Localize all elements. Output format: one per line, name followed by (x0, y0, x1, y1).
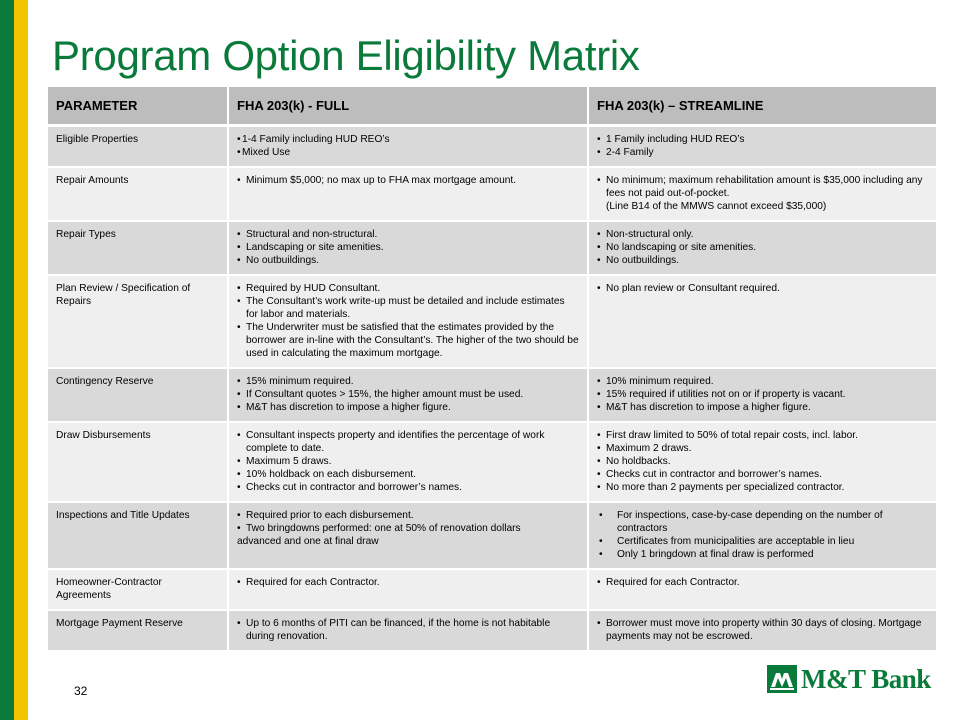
list-item: • No outbuildings. (597, 254, 928, 267)
full-cell (228, 167, 588, 221)
table-row (48, 422, 936, 502)
list-item-text: No minimum; maximum rehabilitation amount is $35,000 including any fees not paid out-of-pocket. (606, 174, 923, 199)
list-item: • Required by HUD Consultant. (237, 282, 579, 295)
list-item: • Up to 6 months of PITI can be financed, if the home is not habitable during renovation. (237, 617, 579, 643)
header-fha-streamline: FHA 203(k) – STREAMLINE (588, 87, 936, 125)
table-row (48, 569, 936, 610)
list-item: • No holdbacks. (597, 455, 928, 468)
table-row (48, 368, 936, 422)
streamline-cell (588, 422, 936, 502)
full-cell (228, 368, 588, 422)
mt-bank-logo-text: M&T Bank (801, 663, 931, 694)
list-item: • Checks cut in contractor and borrower’s names. (597, 468, 928, 481)
parameter-cell: Repair Types (48, 221, 228, 275)
list-item: • 10% holdback on each disbursement. (237, 468, 579, 481)
header-parameter: PARAMETER (48, 87, 228, 125)
table-row (48, 275, 936, 368)
streamline-cell (588, 368, 936, 422)
full-cell (228, 221, 588, 275)
list-item: • Landscaping or site amenities. (237, 241, 579, 254)
list-item: • Required for each Contractor. (597, 576, 928, 589)
table-row (48, 221, 936, 275)
table-row (48, 610, 936, 651)
list-item: • 15% required if utilities not on or if property is vacant. (597, 388, 928, 401)
list-continuation: advanced and one at final draw (237, 535, 379, 547)
streamline-cell (588, 221, 936, 275)
list-item: • 10% minimum required. (597, 375, 928, 388)
streamline-cell (588, 569, 936, 610)
mt-bank-logo-icon (767, 665, 797, 693)
list-item: • 2-4 Family (597, 146, 928, 159)
parameter-cell: Repair Amounts (48, 167, 228, 221)
list-item: • The Consultant’s work write-up must be detailed and include estimates for labor and materials. (237, 295, 579, 321)
list-item: • Certificates from municipalities are acceptable in lieu (597, 535, 928, 548)
header-fha-full: FHA 203(k) - FULL (228, 87, 588, 125)
list-item: • Checks cut in contractor and borrower’s names. (237, 481, 579, 494)
full-cell (228, 275, 588, 368)
table-row (48, 125, 936, 167)
list-item: • Two bringdowns performed: one at 50% of renovation dollars (237, 522, 579, 535)
list-item: • No landscaping or site amenities. (597, 241, 928, 254)
list-item (597, 174, 928, 213)
list-item: • Only 1 bringdown at final draw is performed (597, 548, 928, 561)
list-item: • The Underwriter must be satisfied that the estimates provided by the borrower are in-line with the Consultant’s. The higher of the two should be used in calculating the maximum mortgage. (237, 321, 579, 360)
streamline-cell (588, 275, 936, 368)
list-item: • No more than 2 payments per specialized contractor. (597, 481, 928, 494)
table-row (48, 167, 936, 221)
list-item: • 1-4 Family including HUD REO’s (237, 133, 579, 146)
list-item: • Minimum $5,000; no max up to FHA max mortgage amount. (237, 174, 579, 187)
left-yellow-bar (14, 0, 28, 720)
list-item: • Required for each Contractor. (237, 576, 579, 589)
eligibility-matrix-table (48, 87, 936, 652)
list-item: • Required prior to each disbursement. (237, 509, 579, 522)
parameter-cell: Plan Review / Specification of Repairs (48, 275, 228, 368)
parameter-cell: Contingency Reserve (48, 368, 228, 422)
list-item: • M&T has discretion to impose a higher figure. (237, 401, 579, 414)
list-item: • No outbuildings. (237, 254, 579, 267)
list-item: • If Consultant quotes > 15%, the higher amount must be used. (237, 388, 579, 401)
full-cell (228, 125, 588, 167)
list-item: • Maximum 5 draws. (237, 455, 579, 468)
list-item: • Consultant inspects property and identifies the percentage of work complete to date. (237, 429, 579, 455)
list-item: • Structural and non-structural. (237, 228, 579, 241)
streamline-cell (588, 610, 936, 651)
streamline-cell (588, 125, 936, 167)
list-item: • First draw limited to 50% of total repair costs, incl. labor. (597, 429, 928, 442)
parameter-cell: Mortgage Payment Reserve (48, 610, 228, 651)
list-item: • 15% minimum required. (237, 375, 579, 388)
full-cell (228, 422, 588, 502)
table-row (48, 502, 936, 569)
slide-title: Program Option Eligibility Matrix (52, 32, 640, 79)
streamline-cell (588, 167, 936, 221)
full-cell (228, 610, 588, 651)
full-cell (228, 569, 588, 610)
full-cell (228, 502, 588, 569)
parameter-cell: Draw Disbursements (48, 422, 228, 502)
list-item-note: (Line B14 of the MMWS cannot exceed $35,000) (606, 200, 827, 212)
table-header-row (48, 87, 936, 125)
list-item: • 1 Family including HUD REO’s (597, 133, 928, 146)
list-item: • Mixed Use (237, 146, 579, 159)
streamline-cell (588, 502, 936, 569)
list-item: • Borrower must move into property within 30 days of closing. Mortgage payments may not be escrowed. (597, 617, 928, 643)
mt-bank-logo (767, 664, 931, 694)
left-green-bar (0, 0, 14, 720)
list-item: • For inspections, case-by-case depending on the number of contractors (597, 509, 928, 535)
parameter-cell: Homeowner-Contractor Agreements (48, 569, 228, 610)
list-item: • M&T has discretion to impose a higher figure. (597, 401, 928, 414)
list-item: • No plan review or Consultant required. (597, 282, 928, 295)
parameter-cell: Inspections and Title Updates (48, 502, 228, 569)
list-item: • Non-structural only. (597, 228, 928, 241)
page-number: 32 (74, 684, 88, 698)
list-item: • Maximum 2 draws. (597, 442, 928, 455)
parameter-cell: Eligible Properties (48, 125, 228, 167)
